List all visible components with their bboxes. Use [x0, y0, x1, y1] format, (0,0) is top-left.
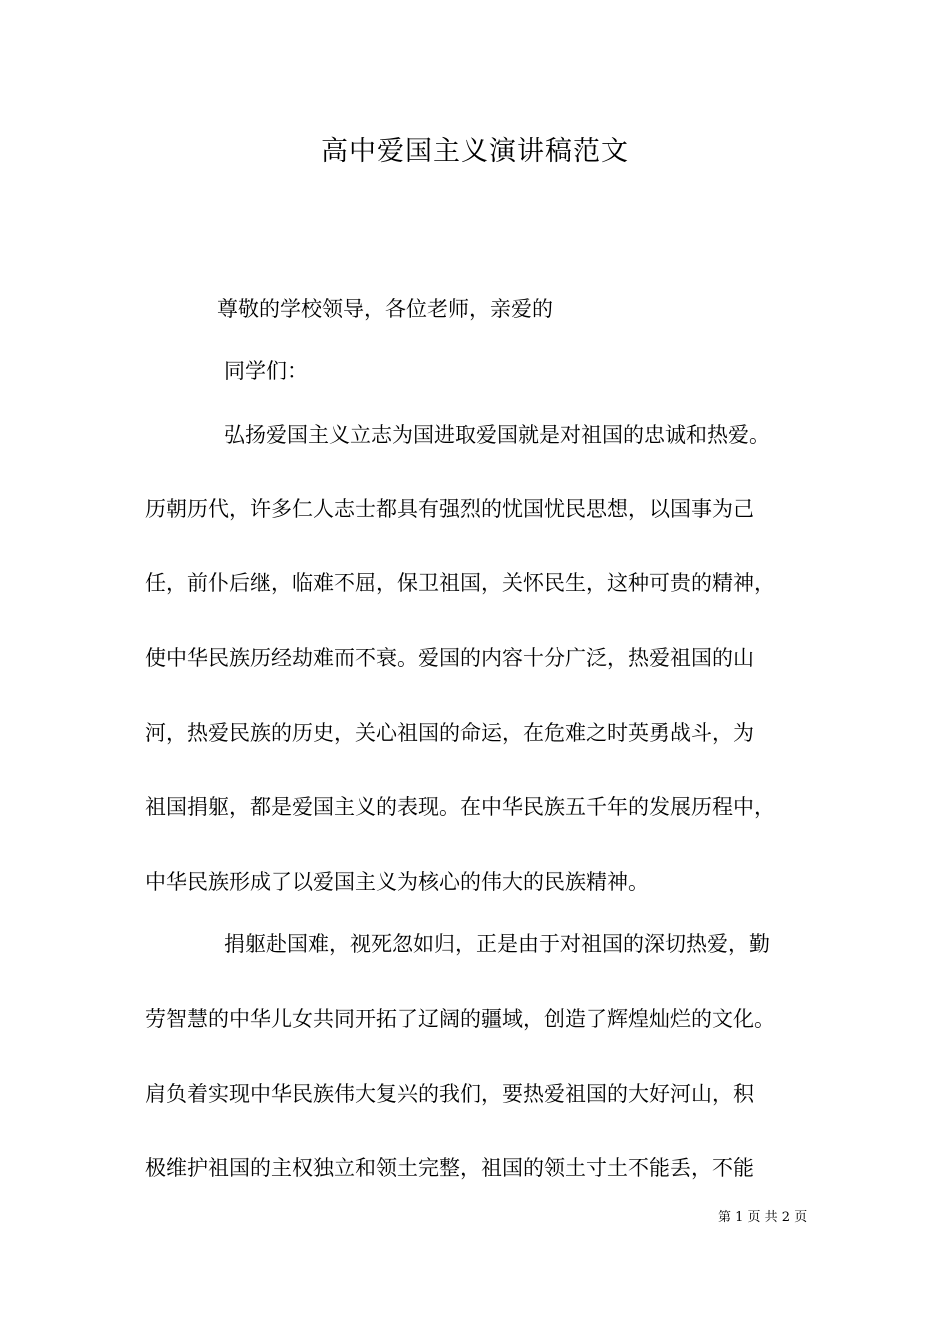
text-line: 祖国捐躯，都是爱国主义的表现。在中华民族五千年的发展历程中， — [145, 795, 775, 819]
text-line: 河，热爱民族的历史，关心祖国的命运，在危难之时英勇战斗，为 — [145, 721, 754, 745]
text-line: 同学们： — [224, 359, 308, 383]
text-line: 肩负着实现中华民族伟大复兴的我们，要热爱祖国的大好河山，积 — [145, 1082, 754, 1106]
text-line: 极维护祖国的主权独立和领土完整，祖国的领土寸土不能丢，不能 — [145, 1156, 754, 1180]
text-line: 历朝历代，许多仁人志士都具有强烈的忧国忧民思想，以国事为己 — [145, 497, 754, 521]
page-number-footer: 第 1 页 共 2 页 — [718, 1210, 808, 1225]
text-line: 尊敬的学校领导，各位老师，亲爱的 — [217, 297, 553, 321]
text-line: 捐躯赴国难，视死忽如归，正是由于对祖国的深切热爱，勤 — [224, 932, 770, 956]
text-line: 中华民族形成了以爱国主义为核心的伟大的民族精神。 — [145, 870, 649, 894]
text-line: 劳智慧的中华儿女共同开拓了辽阔的疆域，创造了辉煌灿烂的文化。 — [145, 1007, 775, 1031]
document-title: 高中爱国主义演讲稿范文 — [321, 136, 629, 167]
text-line: 弘扬爱国主义立志为国进取爱国就是对祖国的忠诚和热爱。 — [224, 423, 770, 447]
text-line: 任，前仆后继，临难不屈，保卫祖国，关怀民生，这种可贵的精神， — [145, 571, 775, 595]
text-line: 使中华民族历经劫难而不衰。爱国的内容十分广泛，热爱祖国的山 — [145, 646, 754, 670]
